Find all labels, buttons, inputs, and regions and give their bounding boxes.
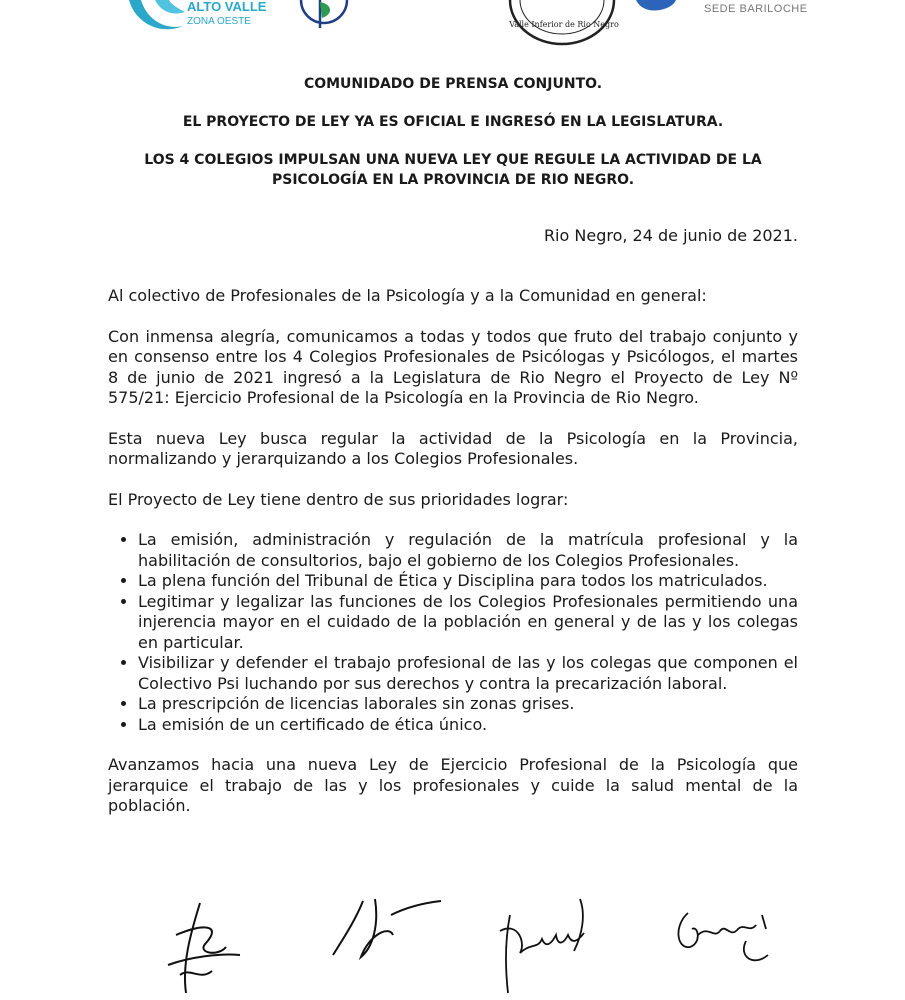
svg-text:ZONA OESTE: ZONA OESTE — [187, 16, 251, 27]
colegio-alto-valle-logo — [125, 0, 275, 36]
closing-paragraph: Avanzamos hacia una nueva Ley de Ejercicio Profesional de la Psicología que jerarquice el trabajo de las y los profesionales y cuide la salud mental de la población. — [108, 755, 798, 815]
signature-1 — [160, 895, 250, 995]
list-item: • La plena función del Tribunal de Ética y Disciplina para todos los matriculados. — [138, 571, 798, 592]
signature-2 — [325, 895, 445, 965]
press-release-headings — [108, 74, 798, 208]
list-item: • La emisión, administración y regulación de la matrícula profesional y la habilitación de consultorios, bajo el gobierno de los Colegios Profesionales. — [138, 530, 798, 571]
colegio-circle-logo — [298, 0, 350, 30]
list-item: • Legitimar y legalizar las funciones de los Colegios Profesionales permitiendo una injerencia mayor en el cuidado de la población en general y de las y los colegas en particular. — [138, 592, 798, 654]
paragraph-1: Con inmensa alegría, comunicamos a todas y todos que fruto del trabajo conjunto y en consenso entre los 4 Colegios Profesionales de Psicólogas y Psicólogos, el martes 8 de junio de 2021 ingresó a la Legislatura de Rio Negro el Proyecto de Ley Nº 575/21: Ejercicio Profesional de la Psicología en la Provincia de Rio Negro. — [108, 326, 798, 407]
headline-subtitle: EL PROYECTO DE LEY YA ES OFICIAL E INGRESÓ EN LA LEGISLATURA. — [182, 114, 724, 130]
svg-text:Valle Inferior de Rio Negro: Valle Inferior de Rio Negro — [509, 20, 619, 29]
signature-4 — [668, 895, 778, 975]
svg-text:ALTO VALLE: ALTO VALLE — [187, 0, 267, 14]
greeting: Al colectivo de Profesionales de la Psicología y a la Comunidad en general: — [108, 286, 707, 305]
headline-summary: LOS 4 COLEGIOS IMPULSAN UNA NUEVA LEY QUE REGULE LA ACTIVIDAD DE LA PSICOLOGÍA EN LA PROVINCIA DE RIO NEGRO. — [144, 152, 762, 188]
list-item: • La emisión de un certificado de ética único. — [138, 715, 798, 736]
signature-3 — [488, 895, 598, 995]
headline-title: COMUNIDADO DE PRENSA CONJUNTO. — [303, 76, 603, 92]
paragraph-3: El Proyecto de Ley tiene dentro de sus prioridades lograr: — [108, 489, 569, 509]
logo-header — [0, 0, 905, 50]
svg-text:SEDE BARILOCHE: SEDE BARILOCHE — [704, 3, 808, 15]
priorities-list — [108, 530, 798, 735]
list-item: • Visibilizar y defender el trabajo profesional de las y los colegas que componen el Colectivo Psi luchando por sus derechos y contra la precarización laboral. — [138, 653, 798, 694]
valle-inferior-seal — [506, 0, 618, 44]
paragraph-2: Esta nueva Ley busca regular la actividad de la Psicología en la Provincia, normalizando y jerarquizando a los Colegios Profesionales. — [108, 428, 798, 468]
document-body — [108, 286, 798, 837]
colegio-bariloche-logo — [636, 0, 808, 20]
list-item: • La prescripción de licencias laborales sin zonas grises. — [138, 694, 798, 715]
document-date: Rio Negro, 24 de junio de 2021. — [543, 226, 798, 245]
